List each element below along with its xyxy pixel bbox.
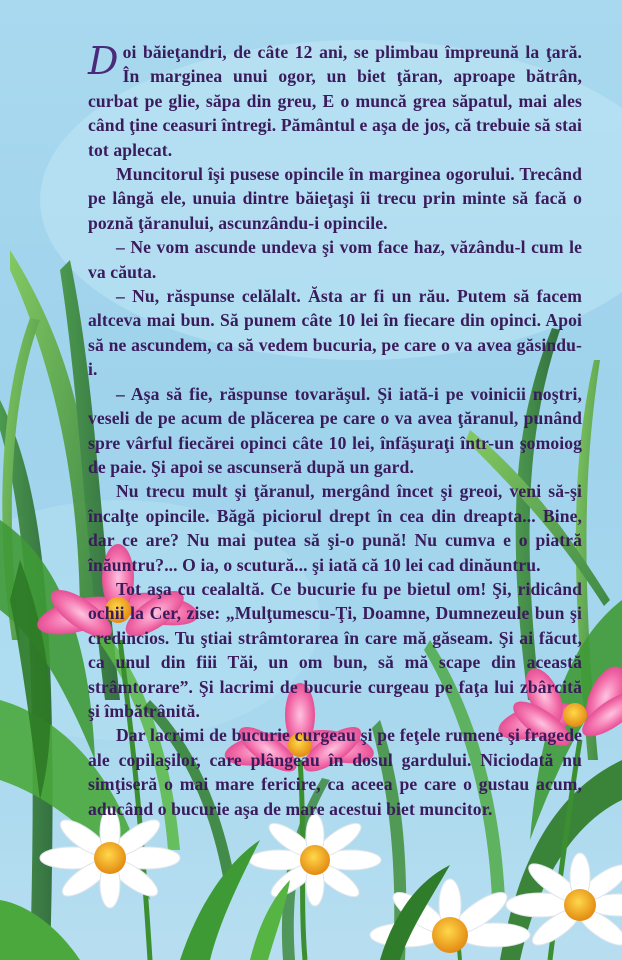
- drop-cap: D: [88, 39, 119, 83]
- story-paragraph-5: – Aşa să fie, răspunse tovarăşul. Şi iată-i pe voinicii noştri, veseli de pe acum de plăcerea pe care o va avea ţăranul, punând spre vârful fiecărei opinci câte 10 lei, înfăşuraţi într-un şomoiog de paie. Şi apoi se ascunseră după un gard.: [88, 383, 582, 477]
- story-paragraph-8: Dar lacrimi de bucurie curgeau şi pe feţele rumene şi fragede ale copilaşilor, care plângeau în dosul gardului. Niciodată nu simţiseră o mai mare fericire, ca aceea pe care o gustau acum, aducând o bucurie aşa de mare acestui biet muncitor.: [88, 725, 582, 819]
- story-paragraph-3: – Ne vom ascunde undeva şi vom face haz, văzându-l cum le va căuta.: [88, 237, 582, 282]
- story-paragraph-4: – Nu, răspunse celălalt. Ăsta ar fi un rău. Putem să facem altceva mai bun. Să punem câte 10 lei în fiecare din opinci. Apoi să ne ascundem, ca să vedem bucuria, pe care o va avea găsindu-i.: [88, 286, 582, 380]
- story-paragraph-7: Tot aşa cu cealaltă. Ce bucurie fu pe bietul om! Şi, ridicând ochii la Cer, zise: „Mulţumescu-Ţi, Doamne, Dumnezeule bun şi credincios. Tu ştiai strâmtorarea în care mă găseam. Şi ai făcut, ca unul din fiii Tăi, un om bun, să mă scape din această strâmtorare”. Şi lacrimi de bucurie curgeau pe faţa lui zbârcită şi îmbătrânită.: [88, 578, 582, 721]
- story-paragraph-6: Nu trecu mult şi ţăranul, mergând încet şi greoi, veni să-şi încalţe opincile. Băgă piciorul drept în cea din dreapta... Bine, dar ce are? Nu mai putea să şi-o pună! Nu cumva e o piatră înăuntru?... O ia, o scutură... şi iată că 10 lei cad dinăuntru.: [88, 481, 582, 575]
- story-paragraph-2: Muncitorul îşi pusese opincile în marginea ogorului. Trecând pe lângă ele, unuia dintre băieţaşi îi trecu prin minte să facă o poznă ţăranului, ascunzându-i opincile.: [88, 164, 582, 233]
- story-paragraph-1-text: oi băieţandri, de câte 12 ani, se plimbau împreună la ţară. În marginea unui ogor, un biet ţăran, aproape bătrân, curbat pe glie, săpa din greu, E o muncă grea săpatul, mai ales când ţine ceasuri întregi. Pământul e aşa de jos, că trebuie să stai tot aplecat.: [88, 42, 582, 160]
- story-text: [88, 40, 582, 821]
- story-paragraph-1: [88, 40, 582, 162]
